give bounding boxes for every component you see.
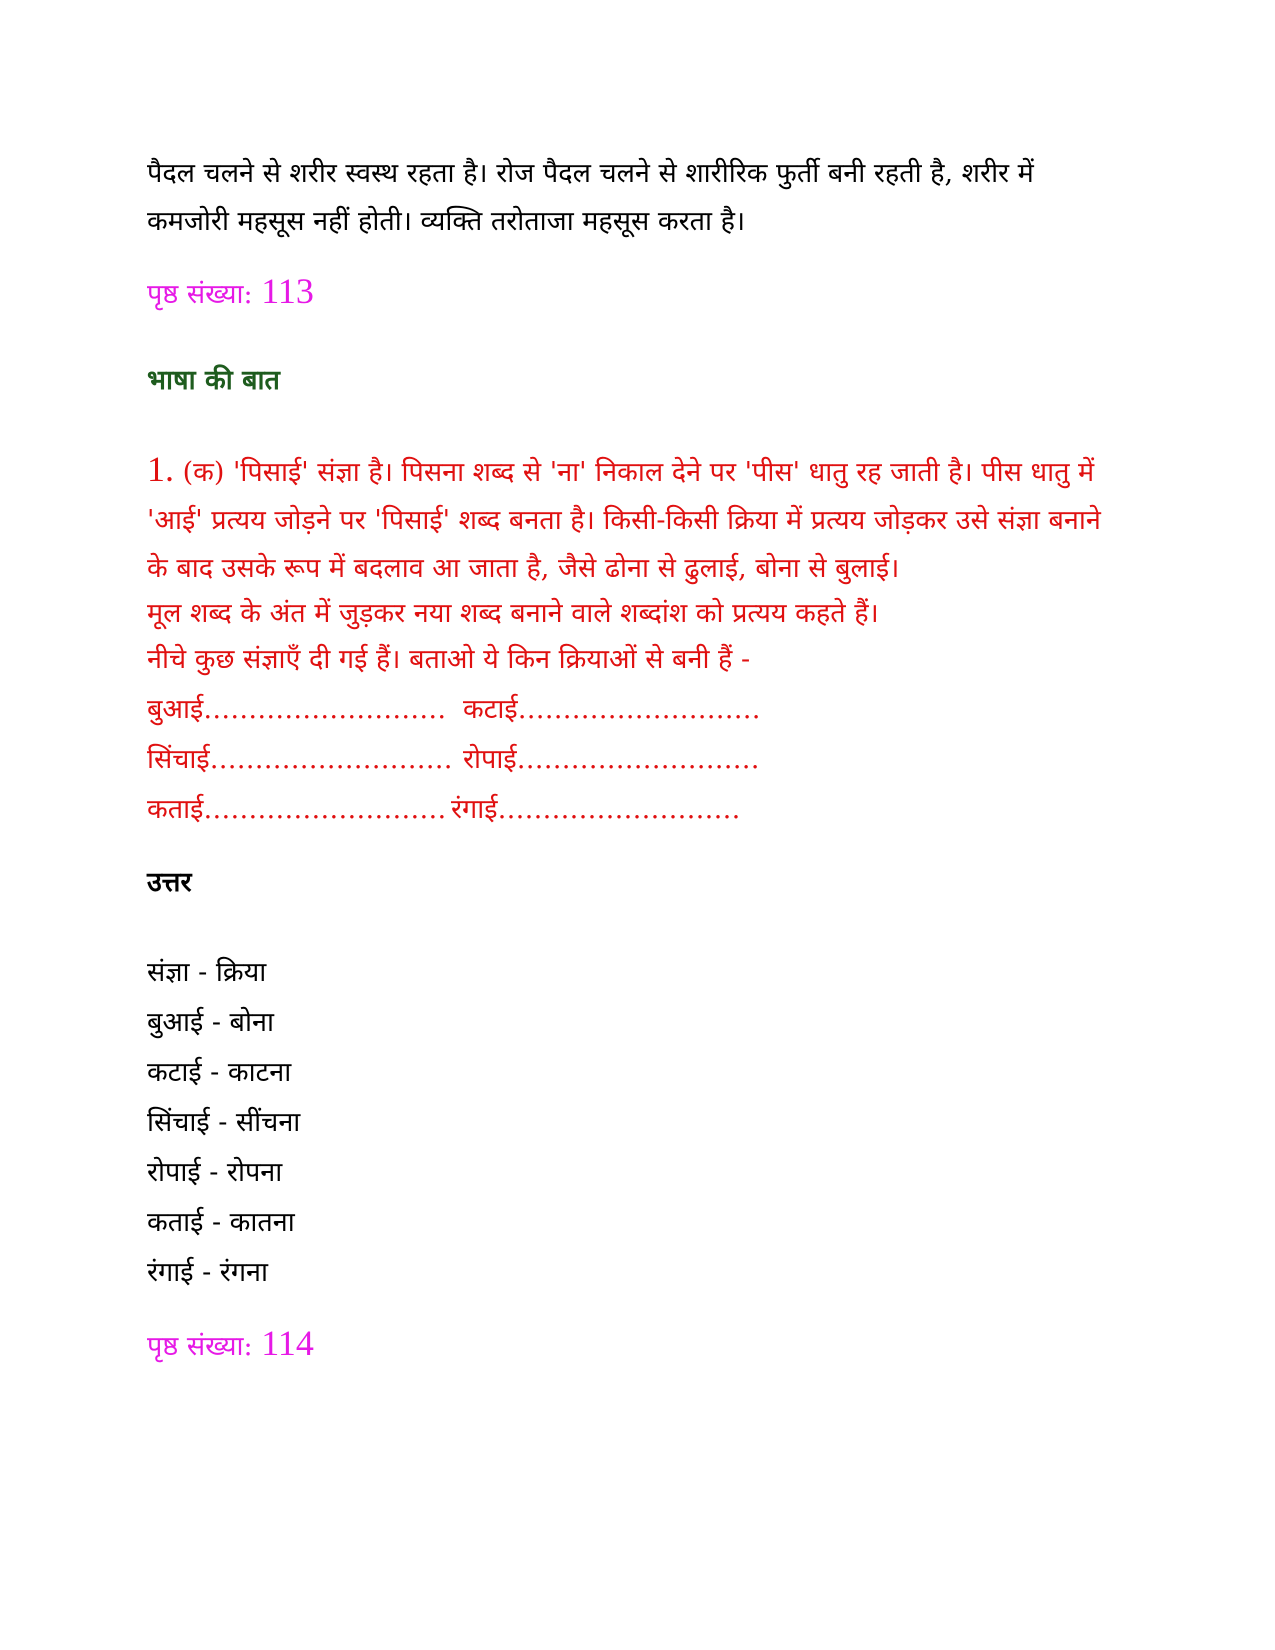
fill-item: रोपाई……………………… xyxy=(463,744,760,775)
fill-item: बुआई……………………… xyxy=(147,694,447,725)
fill-item: कताई……………………… xyxy=(147,794,447,825)
page-number-value: 113 xyxy=(261,271,314,311)
question-line-4: मूल शब्द के अंत में जुड़कर नया शब्द बनाने वाले शब्दांश को प्रत्यय कहते हैं। xyxy=(147,598,879,629)
question-line-2: 'आई' प्रत्यय जोड़ने पर 'पिसाई' शब्द बनता है। किसी-किसी क्रिया में प्रत्यय जोड़कर उसे संज्ञा बनाने xyxy=(147,505,1101,536)
page-number-114 xyxy=(147,1322,314,1364)
page-number-label: पृष्ठ संख्या: xyxy=(147,279,253,310)
section-heading: भाषा की बात xyxy=(147,365,280,396)
fill-item: रंगाई……………………… xyxy=(451,794,741,825)
question-line-5: नीचे कुछ संज्ञाएँ दी गई हैं। बताओ ये किन क्रियाओं से बनी हैं - xyxy=(147,644,751,675)
document-page xyxy=(147,150,1127,246)
answer-item: रंगाई - रंगना xyxy=(147,1257,269,1288)
answer-item: कटाई - काटना xyxy=(147,1057,292,1088)
question-line-3: के बाद उसके रूप में बदलाव आ जाता है, जैसे ढोना से ढुलाई, बोना से बुलाई। xyxy=(147,553,900,584)
fill-item: कटाई……………………… xyxy=(463,694,761,725)
fill-item: सिंचाई……………………… xyxy=(147,744,453,775)
page-number-label: पृष्ठ संख्या: xyxy=(147,1331,253,1362)
question-number: 1. xyxy=(147,449,174,489)
fill-row xyxy=(147,685,1127,735)
intro-line-1: पैदल चलने से शरीर स्वस्थ रहता है। रोज पैदल चलने से शारीरिक फुर्ती बनी रहती है, शरीर में xyxy=(147,158,1034,189)
page-number-113 xyxy=(147,270,314,312)
answer-list xyxy=(147,948,300,1298)
answer-item: रोपाई - रोपना xyxy=(147,1157,283,1188)
fill-row xyxy=(147,785,1127,835)
answer-item: संज्ञा - क्रिया xyxy=(147,957,267,988)
page-number-value: 114 xyxy=(261,1323,314,1363)
answer-item: कताई - कातना xyxy=(147,1207,295,1238)
question-line-1-text: (क) 'पिसाई' संज्ञा है। पिसना शब्द से 'ना' निकाल देने पर 'पीस' धातु रह जाती है। पीस धातु में xyxy=(182,457,1095,488)
question-line-1 xyxy=(147,445,1127,497)
answer-item: सिंचाई - सींचना xyxy=(147,1107,301,1138)
fill-row xyxy=(147,735,1127,785)
question-block xyxy=(147,445,1127,835)
intro-line-2: कमजोरी महसूस नहीं होती। व्यक्ति तरोताजा महसूस करता है। xyxy=(147,206,746,237)
answer-heading: उत्तर xyxy=(147,867,192,898)
answer-item: बुआई - बोना xyxy=(147,1007,274,1038)
